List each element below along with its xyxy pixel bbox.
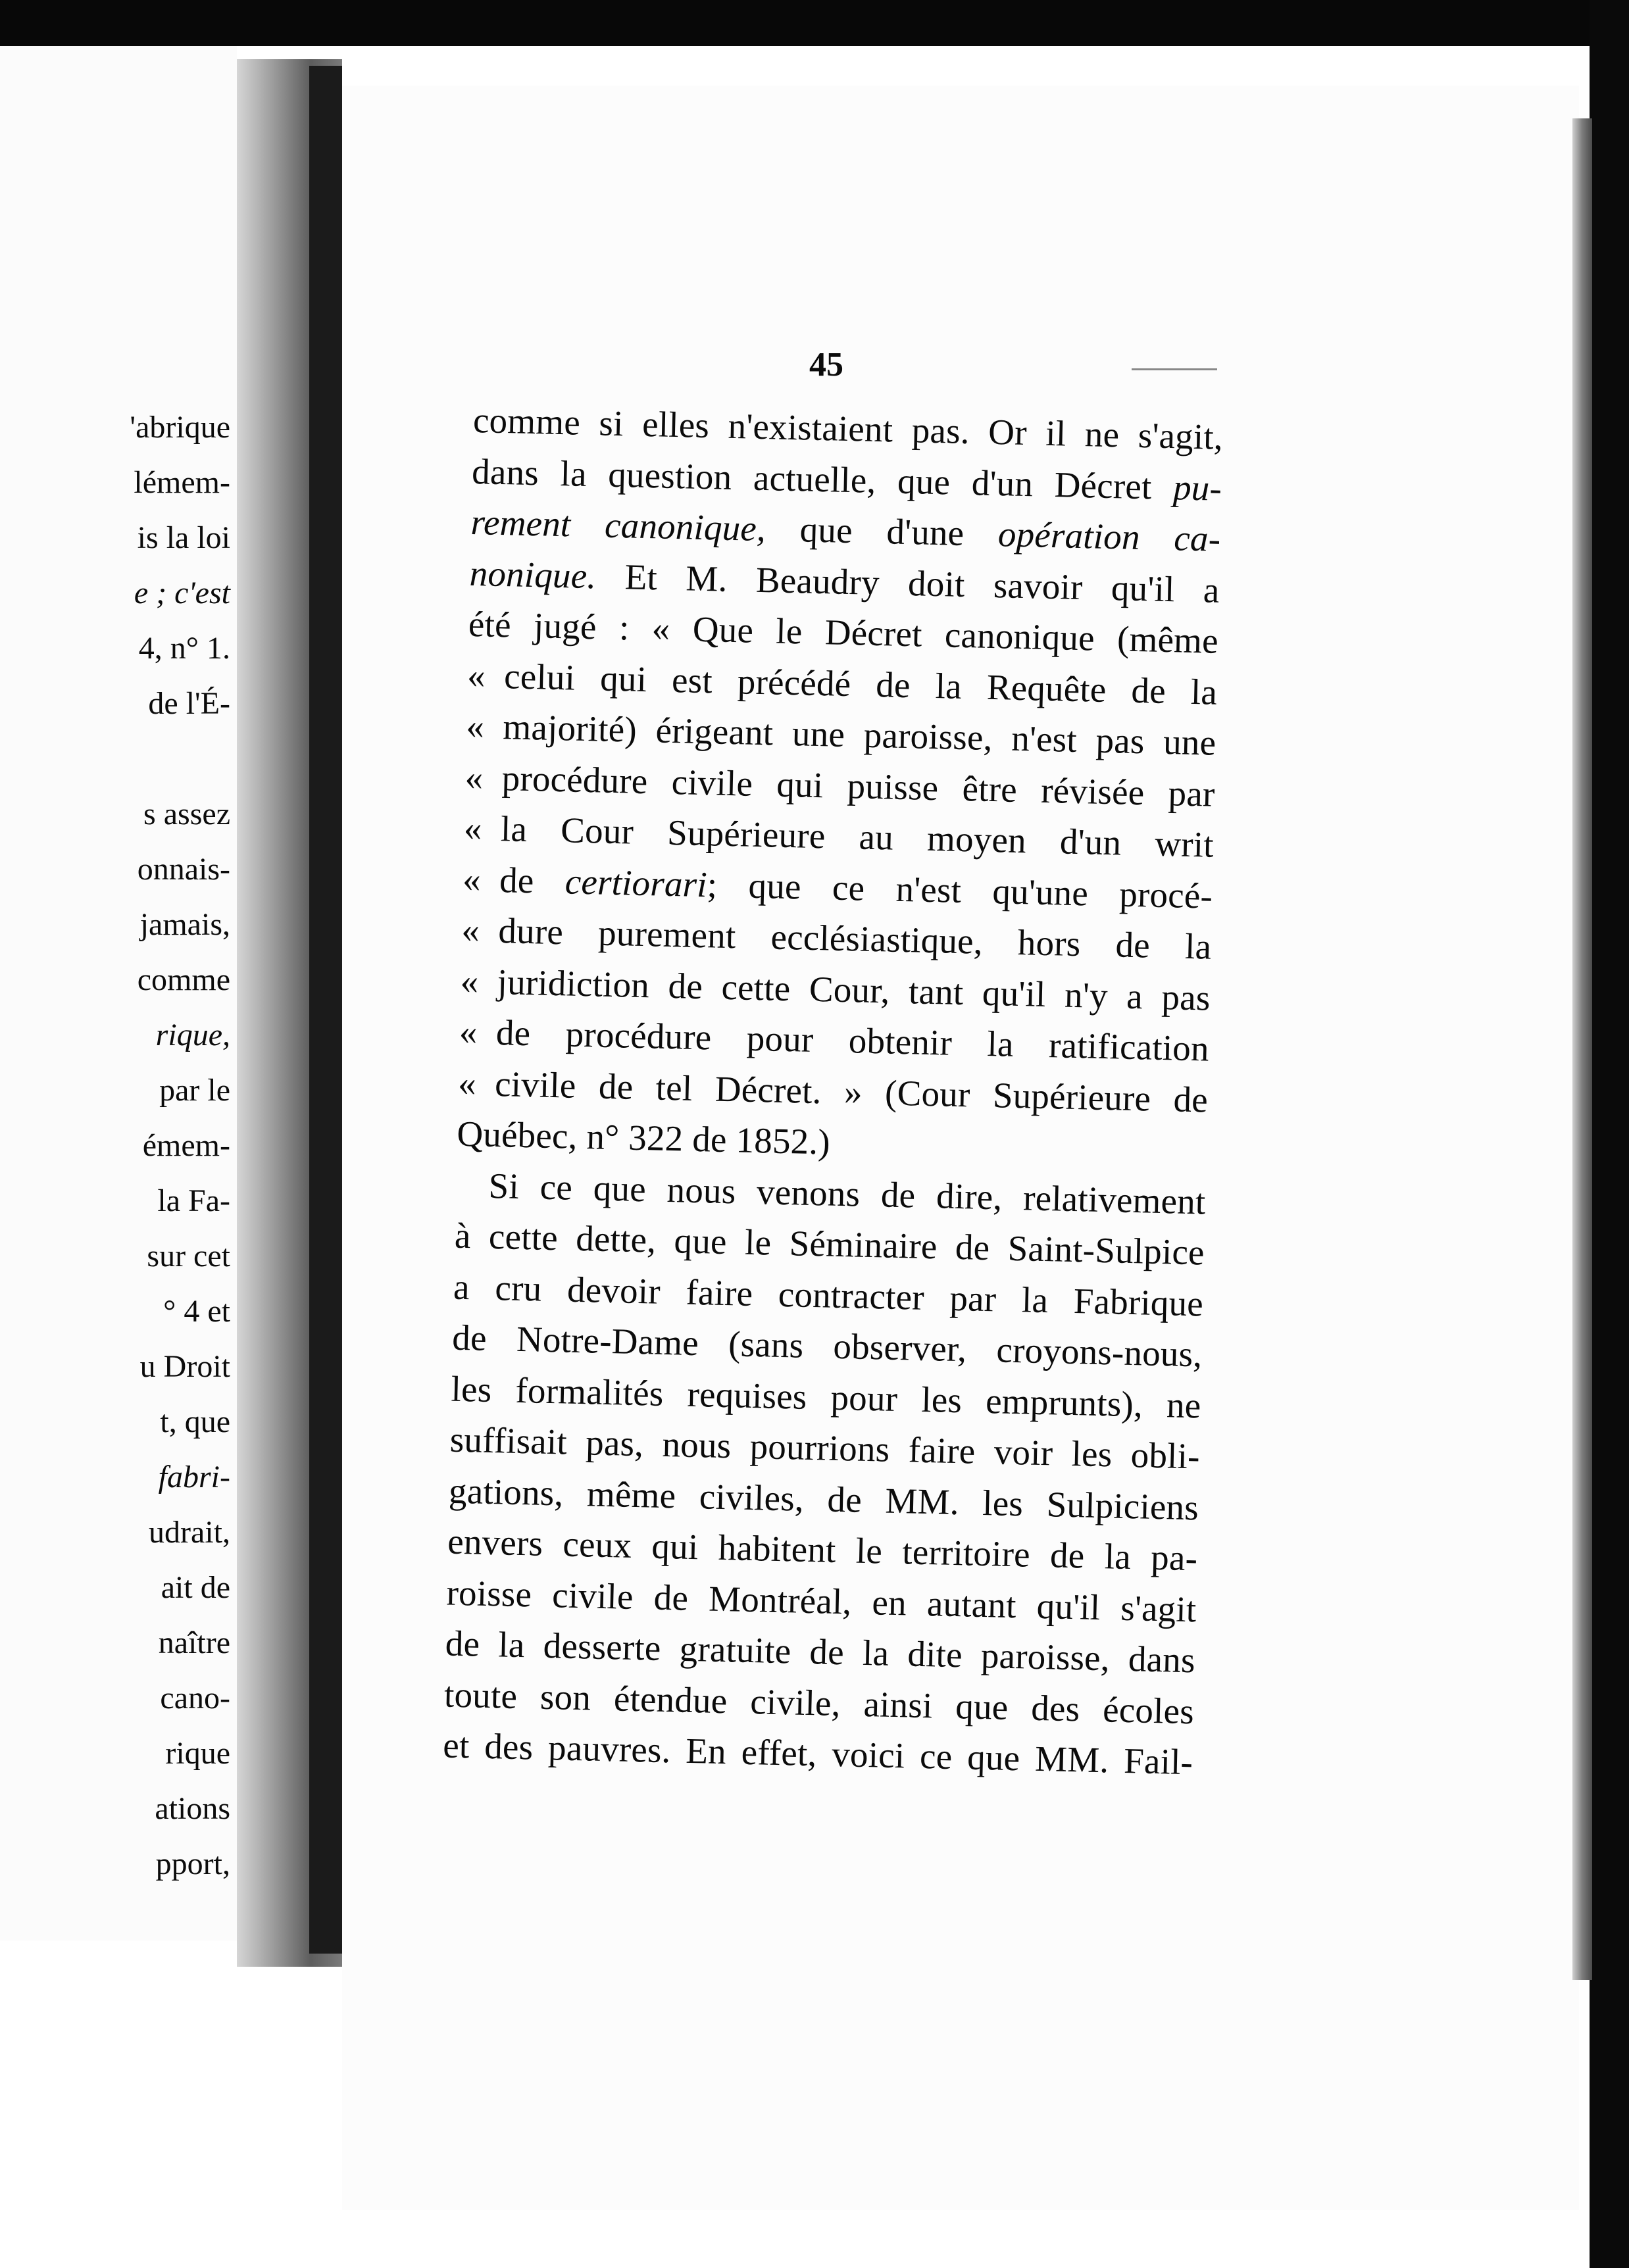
facing-line: comme	[137, 962, 230, 997]
facing-line: is la loi	[137, 520, 230, 555]
facing-line: cano-	[160, 1681, 230, 1715]
facing-page-text	[7, 400, 230, 1892]
facing-line: ait de	[161, 1570, 230, 1605]
text-line: et des pauvres. En effet, voici ce que MM. Fail-	[442, 1725, 1193, 1783]
facing-line: onnais-	[137, 852, 230, 887]
quoted-line: « de procédure pour obtenir la ratification	[459, 1011, 1210, 1069]
text-line: toute son étendue civile, ainsi que des écoles	[443, 1673, 1195, 1731]
scan-border-top	[0, 0, 1629, 46]
facing-line: rique	[165, 1736, 230, 1771]
header-rule	[1132, 368, 1217, 370]
text-line: suffisait pas, nous pourrions faire voir les obli-	[449, 1419, 1201, 1477]
quoted-line: « celui qui est précédé de la Requête de la	[466, 654, 1218, 712]
facing-line: jamais,	[139, 907, 230, 942]
quoted-line: « majorité) érigeant une paroisse, n'est pas une	[465, 705, 1216, 763]
facing-line: ations	[155, 1791, 230, 1826]
text-line: de Notre-Dame (sans observer, croyons-nous,	[451, 1317, 1203, 1375]
facing-line: rique,	[155, 1018, 230, 1052]
facing-line: ° 4 et	[163, 1294, 230, 1329]
text-line: Si ce que nous venons de dire, relativement	[488, 1165, 1207, 1222]
facing-line	[7, 731, 230, 787]
facing-line: lémem-	[134, 465, 230, 500]
text-line: envers ceux qui habitent le territoire de la pa-	[447, 1521, 1198, 1579]
page-number: 45	[809, 346, 843, 383]
text-line: à cette dette, que le Séminaire de Saint-Sulpice	[454, 1215, 1205, 1273]
facing-line: la Fa-	[157, 1183, 230, 1218]
facing-line: t, que	[160, 1404, 230, 1439]
facing-line: sur cet	[147, 1239, 230, 1273]
scan-border-right	[1590, 0, 1629, 2268]
quoted-line: « dure purement ecclésiastique, hors de la	[461, 909, 1212, 967]
quoted-line: « juridiction de cette Cour, tant qu'il n'y a pas	[460, 960, 1211, 1018]
facing-line: 'abrique	[130, 410, 230, 445]
facing-line: émem-	[142, 1128, 230, 1163]
facing-page-left	[0, 46, 237, 1940]
facing-line: par le	[159, 1073, 230, 1108]
quoted-line: « de certiorari; que ce n'est qu'une procé-	[462, 858, 1213, 916]
quoted-line: « procédure civile qui puisse être révisée par	[464, 756, 1216, 814]
text-line: été jugé : « Que le Décret canonique (même	[468, 603, 1219, 661]
page-edge-shadow	[1572, 118, 1592, 1980]
facing-line: e ; c'est	[134, 576, 230, 610]
text-line: gations, même civiles, de MM. les Sulpiciens	[448, 1470, 1199, 1527]
facing-line: 4, n° 1.	[138, 631, 230, 666]
facing-line: udrait,	[149, 1515, 230, 1550]
gutter-shadow	[309, 66, 342, 1954]
text-line: rement canonique, que d'une opération ca-	[470, 501, 1221, 559]
text-line: roisse civile de Montréal, en autant qu'il s'agit	[445, 1572, 1197, 1629]
text-line: dans la question actuelle, que d'un Décret pu-	[471, 451, 1222, 508]
text-line: comme si elles n'existaient pas. Or il ne s'agit,	[472, 399, 1224, 457]
facing-line: s assez	[143, 797, 230, 831]
quoted-line: « la Cour Supérieure au moyen d'un writ	[463, 807, 1215, 865]
text-line: Québec, n° 322 de 1852.)	[456, 1113, 831, 1162]
facing-line: naître	[158, 1625, 230, 1660]
text-line: de la desserte gratuite de la dite paroisse, dans	[445, 1623, 1196, 1681]
text-line: nonique. Et M. Beaudry doit savoir qu'il a	[469, 553, 1220, 610]
facing-line: fabri-	[158, 1460, 230, 1494]
facing-line: de l'É-	[148, 686, 230, 721]
body-text	[443, 395, 1224, 1788]
facing-line: u Droit	[139, 1349, 230, 1384]
quoted-line: « civile de tel Décret. » (Cour Supérieure de	[457, 1062, 1209, 1120]
text-line: les formalités requises pour les emprunts), ne	[451, 1368, 1202, 1425]
facing-line: pport,	[155, 1846, 230, 1881]
text-line: a cru devoir faire contracter par la Fabrique	[453, 1266, 1204, 1324]
